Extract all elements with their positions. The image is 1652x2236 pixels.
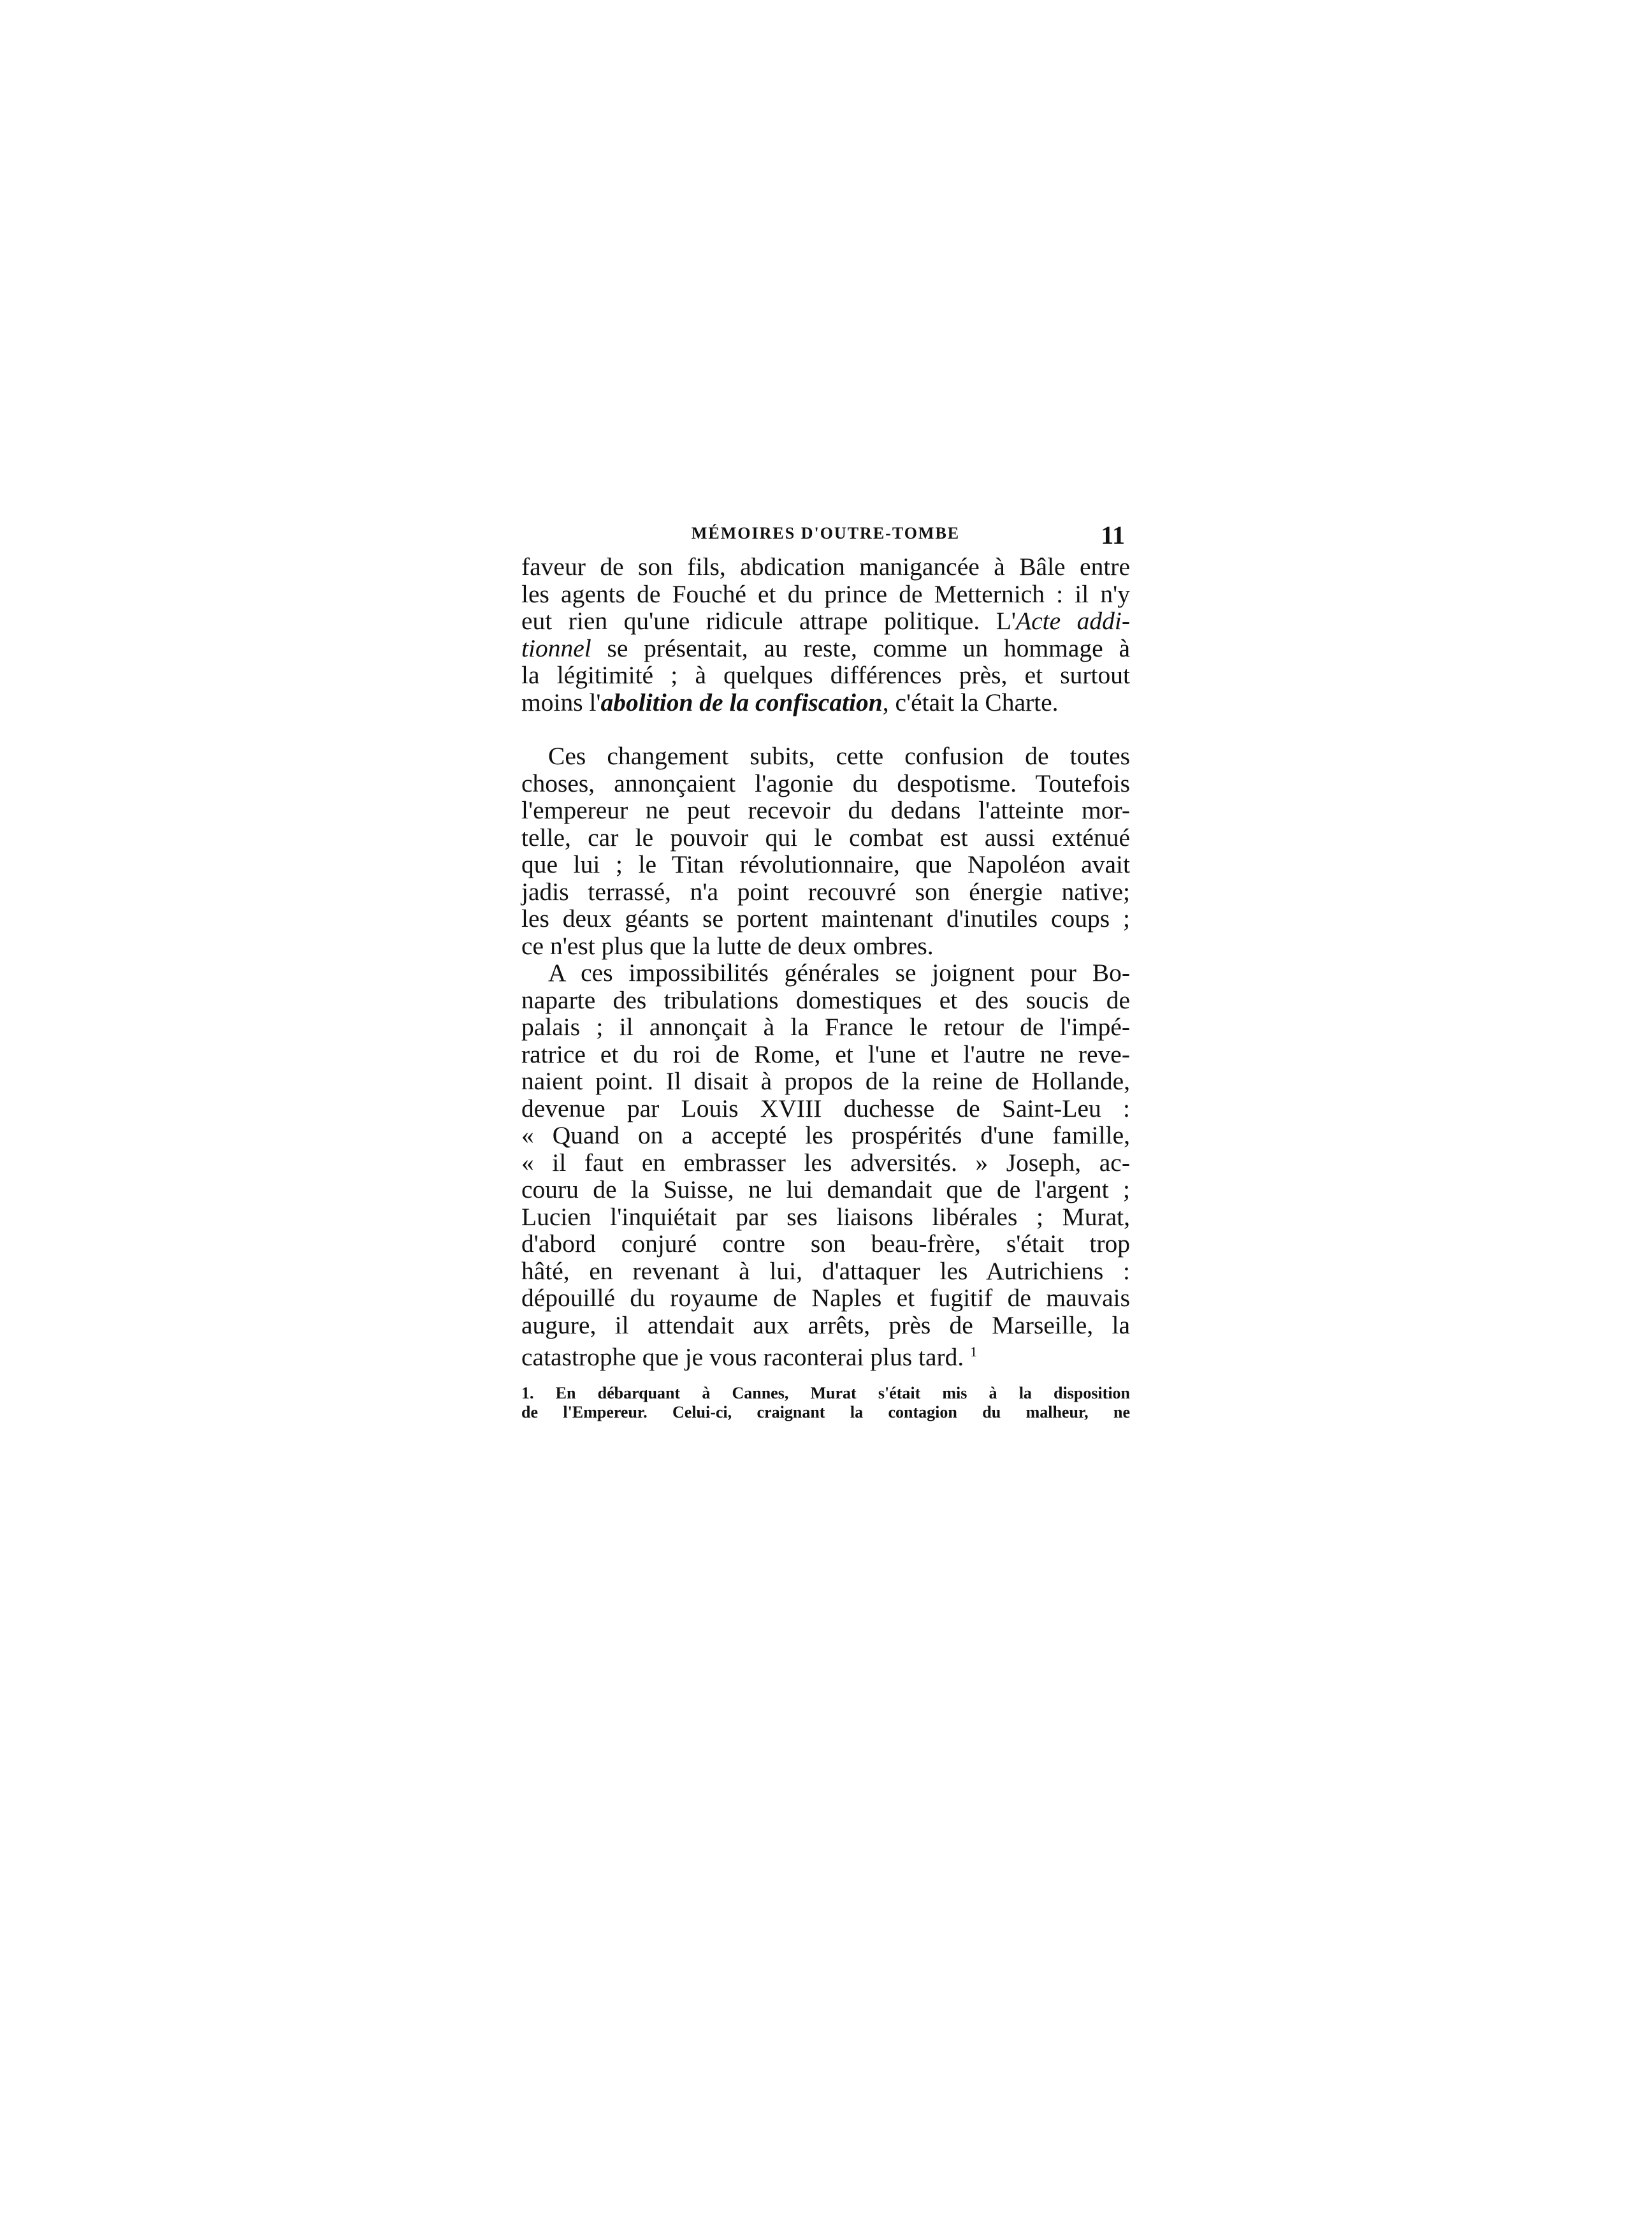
text-line: « Quand on a accepté les prospérités d'une famille, <box>521 1121 1130 1149</box>
text-line: tionnel se présentait, au reste, comme un hommage à <box>521 634 1130 662</box>
text-line: dépouillé du royaume de Naples et fugitif de mauvais <box>521 1284 1130 1312</box>
italic-title: Acte addi- <box>1015 607 1130 635</box>
text-line: que lui ; le Titan révolutionnaire, que Napoléon avait <box>521 850 1130 878</box>
text-line: l'empereur ne peut recevoir du dedans l'atteinte mor- <box>521 796 1130 824</box>
paragraph-1 <box>521 553 1130 716</box>
text-line: ce n'est plus que la lutte de deux ombres. <box>521 931 934 960</box>
text-line: jadis terrassé, n'a point recouvré son énergie native; <box>521 877 1130 906</box>
paragraph-2 <box>521 743 1130 959</box>
page-number: 11 <box>1101 521 1125 549</box>
text-line: ratrice et du roi de Rome, et l'une et l'autre ne reve- <box>521 1040 1130 1068</box>
footnote-number: 1. <box>521 1383 534 1402</box>
text-line: catastrophe que je vous raconterai plus tard. $^1$ <box>521 1343 978 1372</box>
footnote-line: de l'Empereur. Celui-ci, craignant la contagion du malheur, ne <box>521 1402 1130 1421</box>
text-line: telle, car le pouvoir qui le combat est aussi exténué <box>521 823 1130 852</box>
text-line: les agents de Fouché et du prince de Metternich : il n'y <box>521 579 1130 608</box>
text-line: Lucien l'inquiétait par ses liaisons libérales ; Murat, <box>521 1202 1130 1231</box>
footnote-line: 1. En débarquant à Cannes, Murat s'était mis à la disposition <box>521 1383 1131 1402</box>
running-head <box>521 520 1130 553</box>
text-line: couru de la Suisse, ne lui demandait que de l'argent ; <box>521 1175 1130 1203</box>
text-line: A ces impossibilités générales se joignent pour Bo- <box>548 959 1130 987</box>
running-title: MÉMOIRES D'OUTRE-TOMBE <box>691 524 960 542</box>
text-line: la légitimité ; à quelques différences près, et surtout <box>521 661 1130 689</box>
text-line: Ces changement subits, cette confusion de toutes <box>548 742 1130 770</box>
text-line: moins l'abolition de la confiscation, c'était la Charte. <box>521 688 1059 716</box>
text-line: choses, annonçaient l'agonie du despotisme. Toutefois <box>521 769 1130 797</box>
footnote <box>521 1384 1130 1422</box>
emphasized-phrase: abolition de la confiscation <box>600 688 883 716</box>
text-line: devenue par Louis XVIII duchesse de Saint-Leu : <box>521 1094 1130 1122</box>
text-line: les deux géants se portent maintenant d'inutiles coups ; <box>521 904 1130 933</box>
footnote-marker: 1 <box>970 1344 978 1360</box>
italic-title: tionnel <box>521 634 591 662</box>
text-line: augure, il attendait aux arrêts, près de Marseille, la <box>521 1310 1130 1339</box>
text-line: palais ; il annonçait à la France le retour de l'impé- <box>521 1013 1130 1041</box>
paragraph-3 <box>521 959 1130 1371</box>
text-line: eut rien qu'une ridicule attrape politique. L'Acte addi- <box>521 607 1130 635</box>
text-line: hâté, en revenant à lui, d'attaquer les Autrichiens : <box>521 1256 1130 1285</box>
text-line: naparte des tribulations domestiques et des soucis de <box>521 985 1130 1014</box>
book-page <box>521 520 1130 1422</box>
text-line: « il faut en embrasser les adversités. » Joseph, ac- <box>521 1148 1130 1177</box>
text-line: faveur de son fils, abdication manigancée à Bâle entre <box>521 553 1130 581</box>
text-line: naient point. Il disait à propos de la reine de Hollande, <box>521 1067 1130 1095</box>
text-line: d'abord conjuré contre son beau-frère, s'était trop <box>521 1230 1130 1258</box>
